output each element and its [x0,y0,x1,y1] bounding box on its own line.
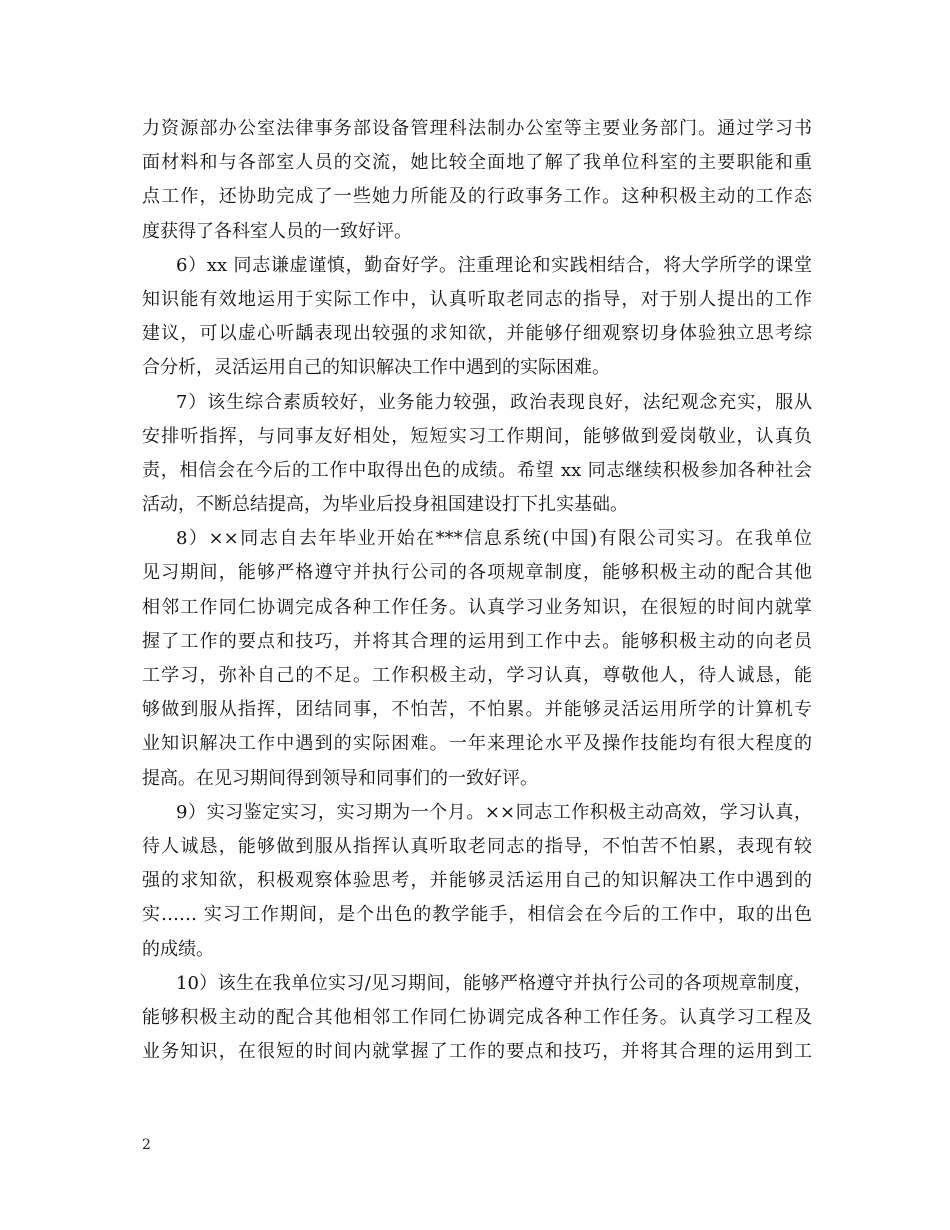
text-line: 业务知识，在很短的时间内就掌握了工作的要点和技巧，并将其合理的运用到工 [142,1041,812,1063]
text-line: 责，相信会在今后的工作中取得出色的成绩。希望 xx 同志继续积极参加各种社会 [142,459,812,481]
text-line: 力资源部办公室法律事务部设备管理科法制办公室等主要业务部门。通过学习书 [142,118,812,139]
text-line: 相邻工作同仁协调完成各种工作任务。认真学习业务知识，在很短的时间内就掌 [142,596,812,618]
text-line: 知识能有效地运用于实际工作中，认真听取老同志的指导，对于别人提出的工作 [142,288,812,310]
text-line: 见习期间，能够严格遵守并执行公司的各项规章制度，能够积极主动的配合其他 [142,562,812,584]
text-line: 安排听指挥，与同事友好相处，短短实习工作期间，能够做到爱岗敬业，认真负 [142,425,812,447]
text-line: 建议，可以虚心听龋表现出较强的求知欲，并能够仔细观察切身体验独立思考综 [142,323,812,345]
text-line: 握了工作的要点和技巧，并将其合理的运用到工作中去。能够积极主动的向老员 [142,630,812,652]
text-line: 合分析，灵活运用自己的知识解决工作中遇到的实际困难。 [142,357,610,379]
text-line: 实…… 实习工作期间，是个出色的教学能手，相信会在今后的工作中，取的出色 [142,904,812,926]
text-line: 9）实习鉴定实习，实习期为一个月。××同志工作积极主动高效，学习认真， [176,801,812,823]
text-line: 业知识解决工作中遇到的实际困难。一年来理论水平及操作技能均有很大程度的 [142,733,812,755]
text-line: 提高。在见习期间得到领导和同事们的一致好评。 [142,767,538,789]
text-line: 8）××同志自去年毕业开始在***信息系统(中国)有限公司实习。在我单位 [176,528,812,550]
text-line: 6）xx 同志谦虚谨慎，勤奋好学。注重理论和实践相结合，将大学所学的课堂 [176,254,812,276]
paragraph-8 [142,522,812,796]
text-line: 7）该生综合素质较好，业务能力较强，政治表现良好，法纪观念充实，服从 [176,391,812,413]
text-line: 够做到服从指挥，团结同事，不怕苦，不怕累。并能够灵活运用所学的计算机专 [142,699,812,721]
paragraph-continued [142,112,812,249]
text-line: 待人诚恳，能够做到服从指挥认真听取老同志的指导，不怕苦不怕累，表现有较 [142,835,812,857]
paragraph-9 [142,796,812,967]
text-line: 度获得了各科室人员的一致好评。 [142,220,412,242]
paragraph-10 [142,967,812,1070]
document-body [142,112,812,1069]
page-number: 2 [142,1137,151,1153]
text-line: 的成绩。 [142,938,214,960]
text-line: 10）该生在我单位实习/见习期间，能够严格遵守并执行公司的各项规章制度， [176,972,812,994]
text-line: 活动，不断总结提高，为毕业后投身祖国建设打下扎实基础。 [142,494,628,516]
paragraph-6 [142,249,812,386]
text-line: 能够积极主动的配合其他相邻工作同仁协调完成各种工作任务。认真学习工程及 [142,1006,812,1028]
text-line: 点工作，还协助完成了一些她力所能及的行政事务工作。这种积极主动的工作态 [142,186,812,208]
text-line: 面材料和与各部室人员的交流，她比较全面地了解了我单位科室的主要职能和重 [142,152,812,174]
text-line: 工学习，弥补自己的不足。工作积极主动，学习认真，尊敬他人，待人诚恳，能 [142,665,812,686]
paragraph-7 [142,386,812,523]
text-line: 强的求知欲，积极观察体验思考，并能够灵活运用自己的知识解决工作中遇到的 [142,870,812,892]
